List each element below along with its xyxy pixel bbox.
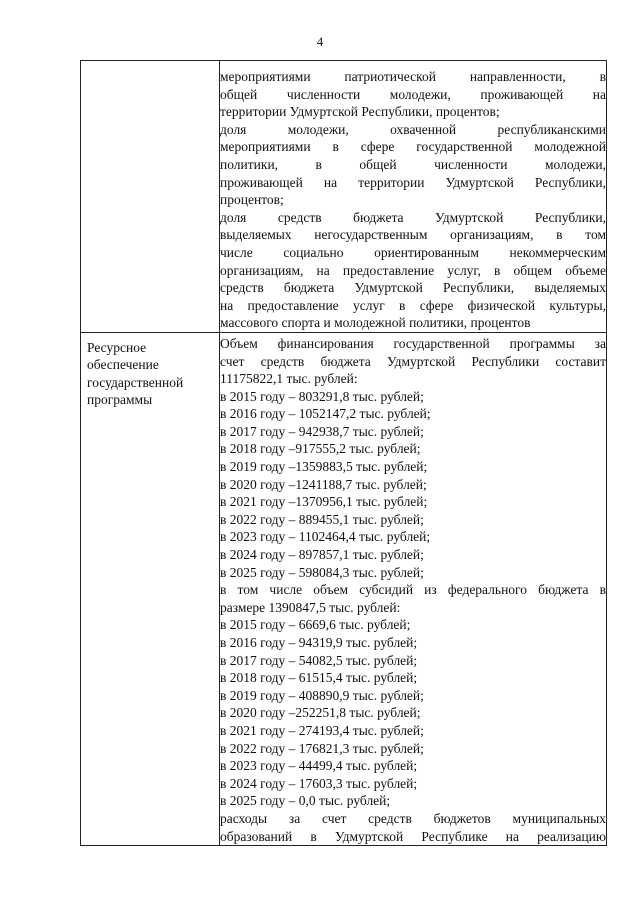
row2-text-line: в 2021 году –1370956,1 тыс. рублей; — [220, 494, 428, 510]
row1-text-line: на предоставление услуг в сфере физической культуры, — [220, 297, 606, 313]
row2-text-line: в 2016 году – 94319,9 тыс. рублей; — [220, 635, 418, 650]
row1-text-line: доля средств бюджета Удмуртской Республики, — [220, 209, 606, 225]
row1-text-line: мероприятиями патриотической направленности, в — [220, 69, 606, 84]
row1-text-line: выделяемых негосударственным организациям, в том — [220, 227, 606, 243]
row2-text-line: счет средств бюджета Удмуртской Республики составит — [220, 353, 606, 369]
row1-text-line: проживающей на территории Удмуртской Республики, — [220, 174, 606, 190]
row2-text-line: в 2022 году – 176821,3 тыс. рублей; — [220, 740, 424, 756]
row1-text-line: числе социально ориентированным некоммерческим — [220, 244, 606, 260]
row2-left-heading — [81, 333, 219, 409]
row1-text-line: организациям, на предоставление услуг, в общем объеме — [220, 262, 606, 278]
row2-text-line: в 2024 году – 897857,1 тыс. рублей; — [220, 547, 424, 563]
row2-left-line: обеспечение — [87, 357, 159, 373]
row2-text-line: в 2017 году – 942938,7 тыс. рублей; — [220, 423, 424, 439]
row2-left-line: программы — [87, 392, 153, 408]
row1-text-block — [220, 68, 606, 332]
row1-text-line: средств бюджета Удмуртской Республики, выделяемых — [220, 280, 606, 296]
row1-text-line: доля молодежи, охваченной республиканскими — [220, 121, 606, 137]
row2-text-line: образований в Удмуртской Республике на реализацию — [220, 828, 606, 844]
row2-text-line: в 2023 году – 44499,4 тыс. рублей; — [220, 758, 418, 774]
row2-text-line: в 2020 году –1241188,7 тыс. рублей; — [220, 476, 427, 492]
table-row-resources — [81, 332, 607, 845]
row1-text-line: массового спорта и молодежной политики, процентов — [220, 315, 531, 331]
row2-text-line: в 2020 году –252251,8 тыс. рублей; — [220, 705, 421, 721]
row1-text-line: процентов; — [220, 192, 284, 208]
row2-text-line: в 2023 году – 1102464,4 тыс. рублей; — [220, 529, 431, 545]
row1-left-cell — [81, 61, 220, 333]
row1-text-line: политики, в общей численности молодежи, — [220, 156, 606, 172]
page-number: 4 — [316, 34, 324, 49]
row1-text-line: общей численности молодежи, проживающей на — [220, 86, 606, 102]
row2-text-line: в 2018 году – 61515,4 тыс. рублей; — [220, 670, 418, 686]
row2-text-line: в 2021 году – 274193,4 тыс. рублей; — [220, 722, 424, 738]
row2-text-line: Объем финансирования государственной программы за — [220, 335, 606, 351]
table-row-indicators — [81, 61, 607, 333]
row1-right-cell — [220, 61, 607, 333]
row2-text-line: в 2019 году – 408890,9 тыс. рублей; — [220, 687, 424, 703]
row2-text-line: в том числе объем субсидий из федерального бюджета в — [220, 582, 606, 598]
row1-text-line: мероприятиями в сфере государственной молодежной — [220, 139, 606, 155]
row2-text-block — [220, 335, 606, 845]
row2-left-cell — [81, 332, 220, 845]
row2-text-line: в 2015 году – 803291,8 тыс. рублей; — [220, 388, 424, 404]
row2-text-line: в 2024 году – 17603,3 тыс. рублей; — [220, 775, 418, 791]
row2-left-line: Ресурсное — [87, 339, 147, 355]
row2-text-line: в 2025 году – 598084,3 тыс. рублей; — [220, 564, 424, 580]
row2-text-line: размере 1390847,5 тыс. рублей: — [220, 599, 401, 615]
row2-text-line: 11175822,1 тыс. рублей: — [220, 371, 358, 387]
row2-left-line: государственной — [87, 374, 184, 390]
row1-text-line: территории Удмуртской Республики, процентов; — [220, 104, 500, 120]
row2-text-line: в 2015 году – 6669,6 тыс. рублей; — [220, 617, 411, 633]
row2-text-line: в 2018 году –917555,2 тыс. рублей; — [220, 441, 421, 457]
row2-text-line: в 2017 году – 54082,5 тыс. рублей; — [220, 652, 418, 668]
row2-text-line: в 2022 году – 889455,1 тыс. рублей; — [220, 511, 424, 527]
row2-text-line: в 2025 году – 0,0 тыс. рублей; — [220, 793, 391, 809]
row2-text-line: расходы за счет средств бюджетов муниципальных — [220, 810, 606, 826]
program-passport-table — [80, 60, 607, 846]
row2-text-line: в 2016 году – 1052147,2 тыс. рублей; — [220, 406, 431, 422]
row2-text-line: в 2019 году –1359883,5 тыс. рублей; — [220, 459, 428, 475]
row1-left-text — [81, 61, 219, 67]
row2-right-cell — [220, 332, 607, 845]
